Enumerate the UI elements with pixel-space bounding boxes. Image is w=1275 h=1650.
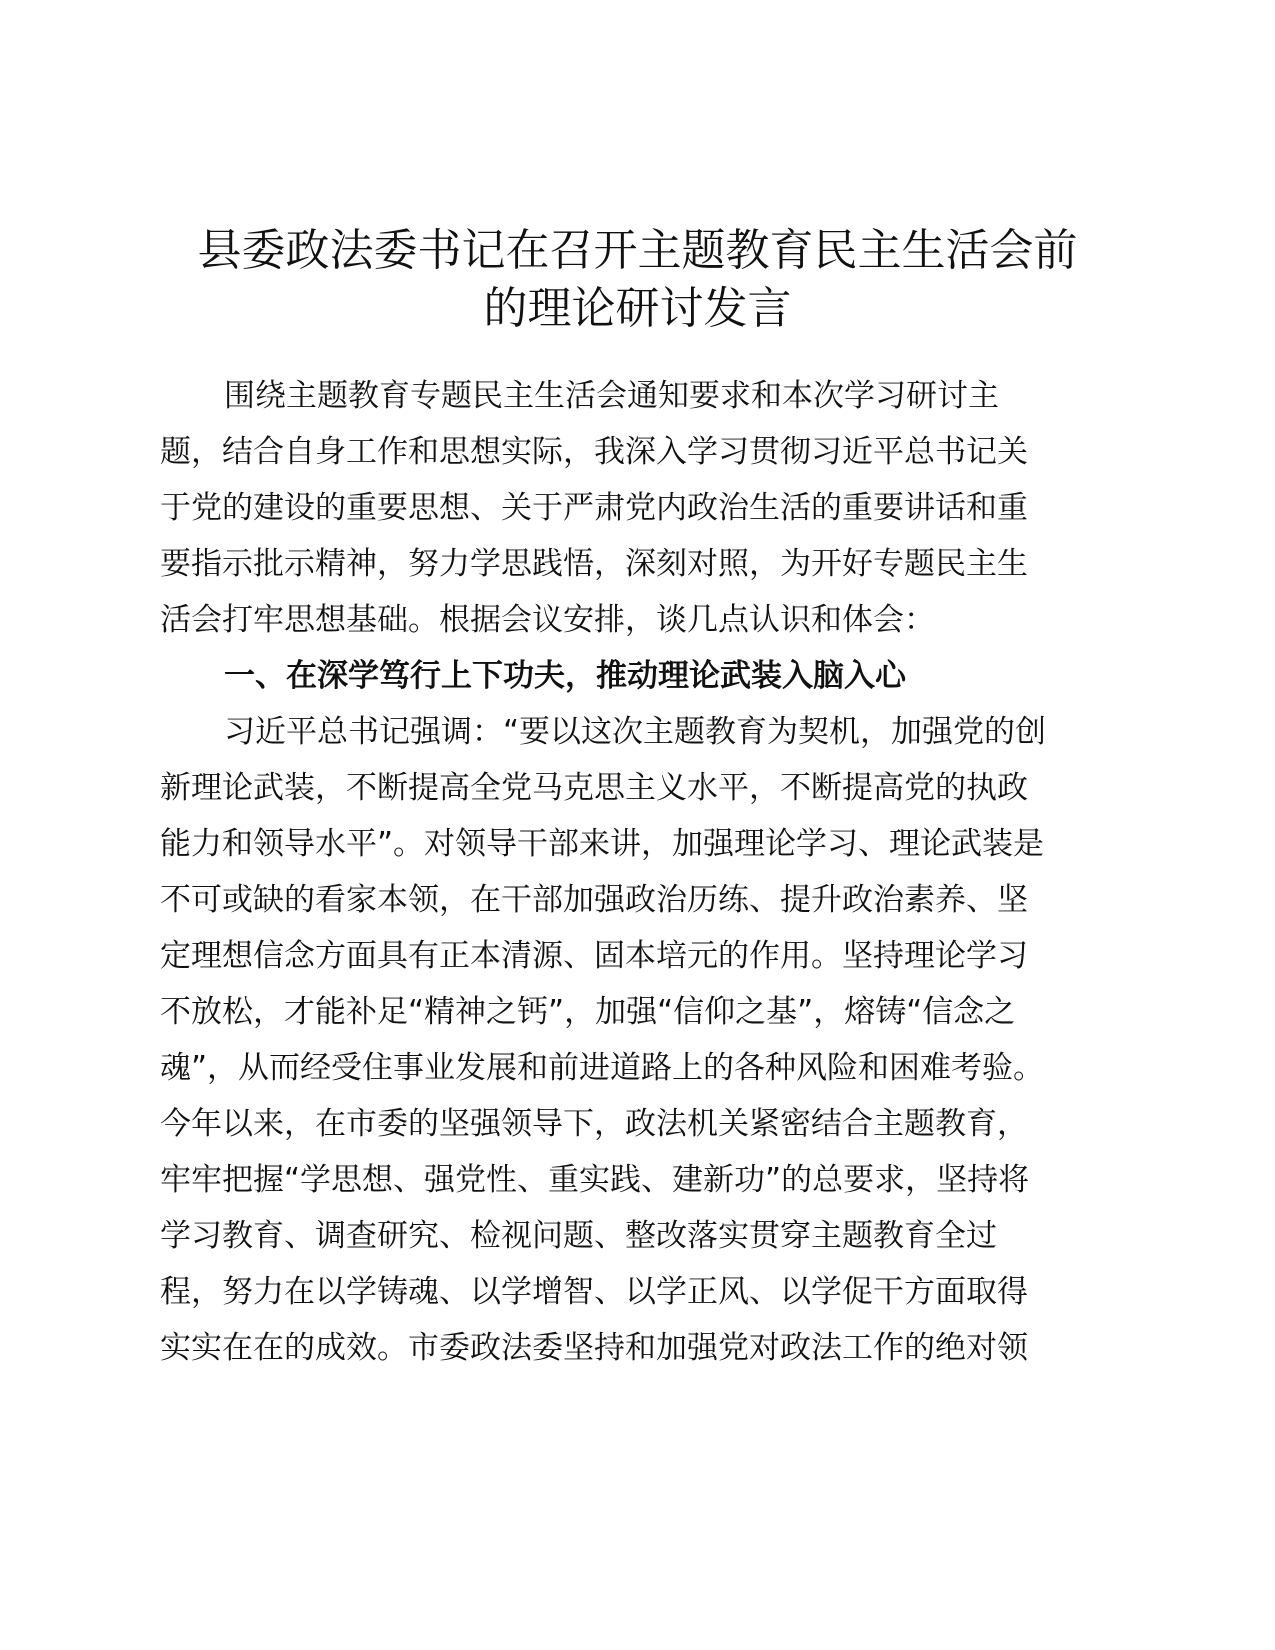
paragraph-2-line: 魂”，从而经受住事业发展和前进道路上的各种风险和困难考验。	[160, 1050, 1045, 1086]
paragraph-2-line: 习近平总书记强调：“要以这次主题教育为契机，加强党的创	[224, 714, 1047, 750]
paragraph-1-line: 要指示批示精神，努力学思践悟，深刻对照，为开好专题民主生	[160, 546, 1028, 582]
document-body	[160, 368, 1115, 1376]
paragraph-2-line: 定理想信念方面具有正本清源、固本培元的作用。坚持理论学习	[160, 938, 1028, 974]
paragraph-2-line: 学习教育、调查研究、检视问题、整改落实贯穿主题教育全过	[160, 1218, 997, 1254]
paragraph-2-line: 实实在在的成效。市委政法委坚持和加强党对政法工作的绝对领	[160, 1330, 1028, 1366]
title-line-1: 县委政法委书记在召开主题教育民主生活会前	[197, 225, 1078, 276]
paragraph-1-line: 活会打牢思想基础。根据会议安排，谈几点认识和体会：	[160, 602, 935, 638]
paragraph-2-line: 能力和领导水平”。对领导干部来讲，加强理论学习、理论武装是	[160, 826, 1045, 862]
paragraph-2-line: 不放松，才能补足“精神之钙”，加强“信仰之基”，熔铸“信念之	[160, 994, 1016, 1030]
paragraph-2-line: 程，努力在以学铸魂、以学增智、以学正风、以学促干方面取得	[160, 1274, 1028, 1310]
paragraph-2-line: 今年以来，在市委的坚强领导下，政法机关紧密结合主题教育，	[160, 1106, 1028, 1142]
document-title	[160, 222, 1115, 338]
paragraph-1-line: 围绕主题教育专题民主生活会通知要求和本次学习研讨主	[224, 378, 999, 414]
paragraph-2-line: 牢牢把握“学思想、强党性、重实践、建新功”的总要求，坚持将	[160, 1162, 1030, 1198]
paragraph-2-line: 新理论武装，不断提高全党马克思主义水平，不断提高党的执政	[160, 770, 1028, 806]
paragraph-1-line: 于党的建设的重要思想、关于严肃党内政治生活的重要讲话和重	[160, 490, 1028, 526]
paragraph-2-line: 不可或缺的看家本领，在干部加强政治历练、提升政治素养、坚	[160, 882, 1028, 918]
paragraph-1-line: 题，结合自身工作和思想实际，我深入学习贯彻习近平总书记关	[160, 434, 1028, 470]
title-line-2: 的理论研讨发言	[483, 283, 792, 334]
section-heading: 一、在深学笃行上下功夫，推动理论武装入脑入心	[224, 658, 906, 694]
